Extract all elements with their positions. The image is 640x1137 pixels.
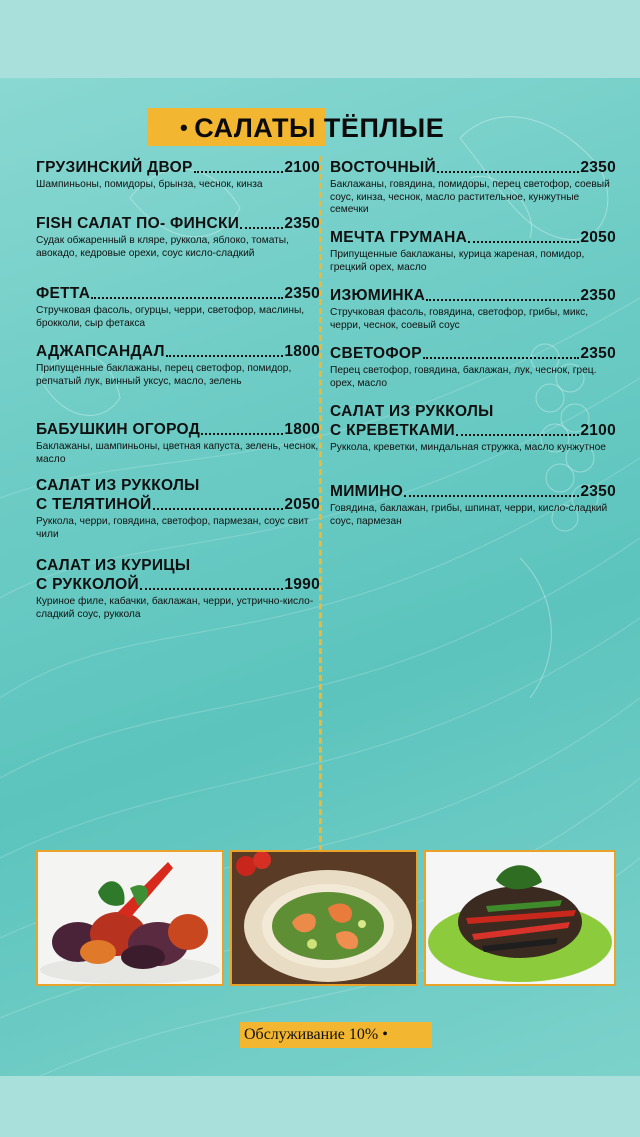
item-name-line1: САЛАТ ИЗ РУККОЛЫ (36, 477, 200, 494)
shrimp-arugula-salad-photo (230, 850, 418, 986)
item-name: СВЕТОФОР (330, 345, 422, 362)
leader-dots (404, 495, 579, 497)
item-name: ГРУЗИНСКИЙ ДВОР (36, 159, 193, 176)
item-description: Руккола, черри, говядина, светофор, пармезан, соус свит чили (36, 516, 309, 540)
menu-item-svetofor (330, 344, 616, 390)
item-price: 1800 (284, 343, 320, 360)
item-description: Судак обжаренный в кляре, руккола, яблоко, томаты, авокадо, кедровые орехи, соус кисло-сладкий (36, 235, 289, 259)
item-price: 2350 (580, 483, 616, 500)
item-name: АДЖАПСАНДАЛ (36, 343, 165, 360)
food-photos (36, 850, 616, 986)
item-description: Говядина, баклажан, грибы, шпинат, черри, кисло-сладкий соус, пармезан (330, 503, 608, 527)
menu-item-fish-salad (36, 214, 320, 260)
item-price: 2350 (580, 159, 616, 176)
eggplant-salad-photo (36, 850, 224, 986)
item-description: Баклажаны, шампиньоны, цветная капуста, зелень, чеснок, масло (36, 441, 319, 465)
leader-dots (201, 433, 283, 435)
leader-dots (91, 297, 283, 299)
leader-dots (437, 171, 579, 173)
menu-item-mechta-gurmana (330, 228, 616, 274)
item-price: 2050 (284, 496, 320, 513)
menu-item-mimino (330, 482, 616, 528)
menu-item-kurica-rukkola (36, 556, 320, 621)
leader-dots (166, 355, 284, 357)
beef-vegetable-salad-photo (424, 850, 616, 986)
item-price: 2050 (580, 229, 616, 246)
leader-dots (468, 241, 579, 243)
item-price: 2100 (284, 159, 320, 176)
item-name: С ТЕЛЯТИНОЙ (36, 496, 152, 513)
item-description: Стручковая фасоль, огурцы, черри, светофор, маслины, брокколи, сыр фетакса (36, 305, 305, 329)
item-name-line1: САЛАТ ИЗ КУРИЦЫ (36, 557, 191, 574)
item-name: FISH САЛАТ ПО- ФИНСКИ (36, 215, 240, 232)
item-name-line1: САЛАТ ИЗ РУККОЛЫ (330, 403, 494, 420)
page-title: • САЛАТЫ ТЁПЛЫЕ (180, 113, 445, 143)
item-name: МЕЧТА ГРУМАНА (330, 229, 468, 246)
item-price: 1990 (284, 576, 320, 593)
item-description: Перец светофор, говядина, баклажан, лук, чеснок, грец. орех, масло (330, 365, 597, 389)
menu-item-vostochny (330, 158, 616, 217)
leader-dots (423, 357, 579, 359)
item-name: МИМИНО (330, 483, 404, 500)
item-description: Припущенные баклажаны, перец светофор, помидор, репчатый лук, винный уксус, масло, зелень (36, 363, 292, 387)
item-price: 2350 (580, 345, 616, 362)
menu-item-adzhapsandal (36, 342, 320, 388)
menu-item-fetta (36, 284, 320, 330)
service-charge: Обслуживание 10% • (244, 1026, 388, 1043)
item-name: С КРЕВЕТКАМИ (330, 422, 455, 439)
item-description: Баклажаны, говядина, помидоры, перец светофор, соевый соус, кинза, чеснок, масло растительное, кунжутные семечки (330, 179, 610, 216)
leader-dots (140, 588, 283, 590)
menu-item-izyuminka (330, 286, 616, 332)
item-name: БАБУШКИН ОГОРОД (36, 421, 201, 438)
item-description: Припущенные баклажаны, курица жареная, помидор, грецкий орех, масло (330, 249, 585, 273)
item-name: ВОСТОЧНЫЙ (330, 159, 436, 176)
item-name: ИЗЮМИНКА (330, 287, 426, 304)
menu-item-rukkola-telyatina (36, 476, 320, 541)
item-name: С РУККОЛОЙ (36, 576, 139, 593)
item-description: Шампиньоны, помидоры, брынза, чеснок, кинза (36, 179, 263, 190)
item-price: 2350 (284, 285, 320, 302)
leader-dots (456, 434, 579, 436)
leader-dots (194, 171, 284, 173)
item-price: 1800 (284, 421, 320, 438)
item-description: Руккола, креветки, миндальная стружка, масло кунжутное (330, 442, 606, 453)
item-description: Куриное филе, кабачки, баклажан, черри, устрично-кисло-сладкий соус, руккола (36, 596, 314, 620)
menu-page (0, 78, 640, 1076)
leader-dots (426, 299, 579, 301)
item-name: ФЕТТА (36, 285, 91, 302)
item-price: 2350 (284, 215, 320, 232)
menu-item-gruzinsky-dvor (36, 158, 320, 192)
leader-dots (240, 227, 283, 229)
menu-item-rukkola-krevetki (330, 402, 616, 455)
item-description: Стручковая фасоль, говядина, светофор, грибы, микс, черри, чеснок, соевый соус (330, 307, 589, 331)
menu-item-babushkin-ogorod (36, 420, 320, 466)
leader-dots (153, 508, 284, 510)
item-price: 2350 (580, 287, 616, 304)
item-price: 2100 (580, 422, 616, 439)
